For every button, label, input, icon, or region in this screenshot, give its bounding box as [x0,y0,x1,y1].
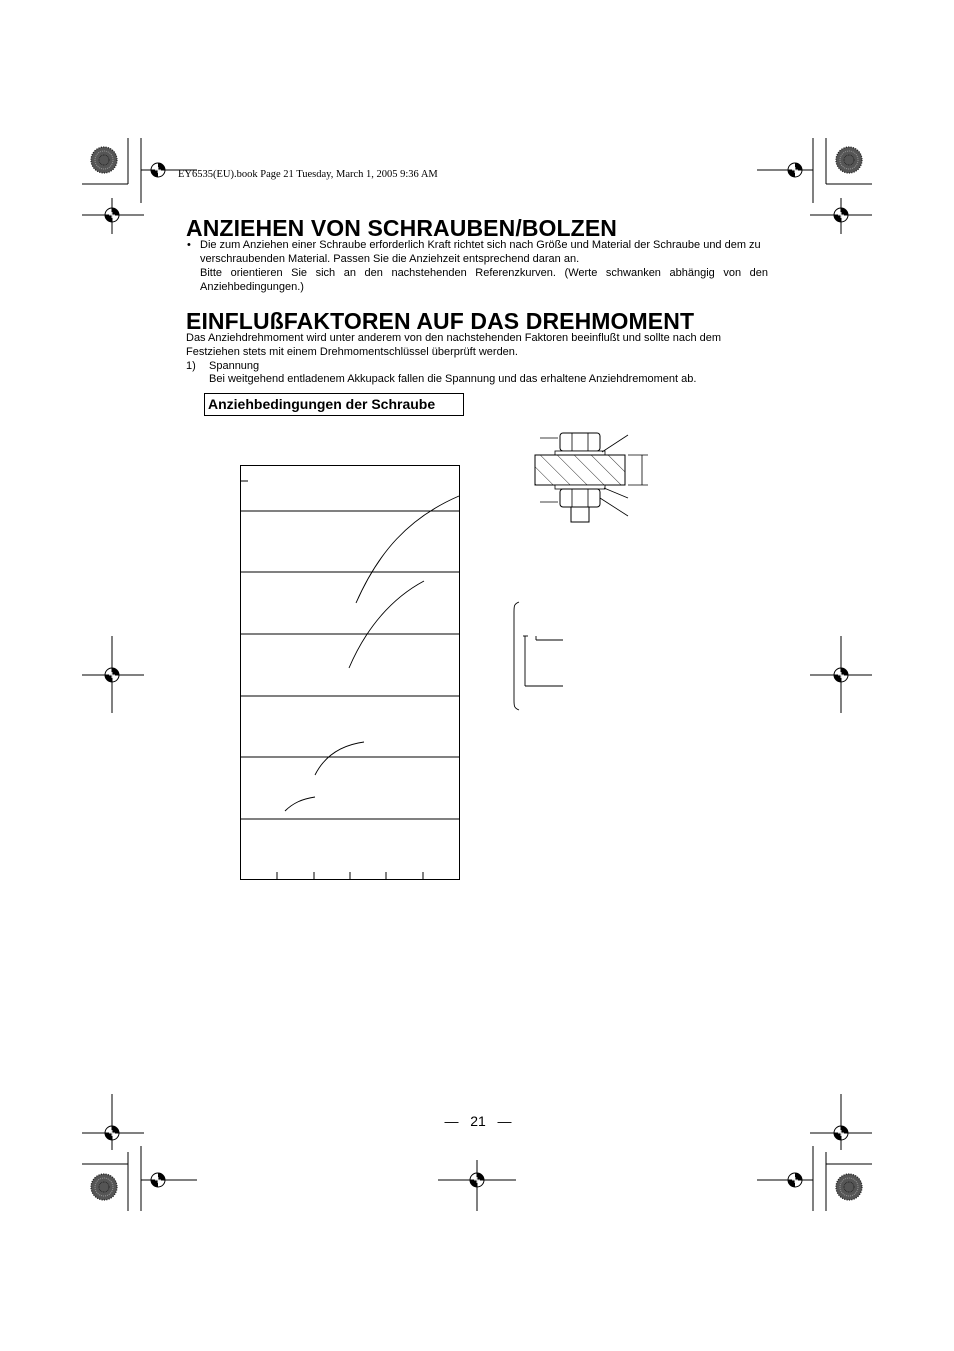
page-number [440,1113,516,1129]
list-item-text: Bei weitgehend entladenem Akkupack fallen die Spannung und das erhaltene Anziehdremoment ab. [209,373,697,385]
section-title-screw-tightening: ANZIEHEN VON SCHRAUBEN/BOLZEN [186,215,617,241]
registration-mark-top-right [757,138,872,234]
list-item-title: Spannung [209,360,260,372]
chart-curve [315,742,364,775]
footer-dash-left: — [444,1113,459,1129]
chart-curve [356,496,459,603]
legend-bracket [514,602,563,710]
bullet-marker: • [187,239,191,251]
registration-mark-middle-right [810,636,872,713]
list-item-number: 1) [186,360,196,372]
chart-frame [241,466,460,880]
torque-reference-chart [241,466,460,881]
registration-mark-top-left [82,138,197,234]
registration-mark-bottom-center [438,1160,516,1211]
registration-mark-bottom-left [82,1094,197,1211]
footer-dash-right: — [497,1113,512,1129]
chart-curve [285,797,315,811]
page-number-value: 21 [470,1113,486,1129]
registration-mark-bottom-right [757,1094,872,1211]
conditions-heading-box: Anziehbedingungen der Schraube [204,393,464,416]
bullet-paragraph-2: Bitte orientieren Sie sich an den nachstehenden Referenzkurven. (Werte schwanken abhängig von den Anziehbedingungen.) [200,267,768,293]
torque-intro-paragraph: Das Anziehdrehmoment wird unter anderem von den nachstehenden Faktoren beeinflußt und sollte nach dem Festziehen stets mit einem Drehmomentschlüssel überprüft werden. [186,332,722,358]
book-header-info: EY6535(EU).book Page 21 Tuesday, March 1, 2005 9:36 AM [178,169,438,180]
bullet-paragraph-1: Die zum Anziehen einer Schraube erforderlich Kraft richtet sich nach Größe und Material der Schraube und dem zu verschraubenden Material. Passen Sie die Anziehzeit entsprechend daran an. [200,239,761,265]
bolt-diagram [535,433,648,522]
registration-mark-middle-left [82,636,144,713]
section-title-torque-factors: EINFLUßFAKTOREN AUF DAS DREHMOMENT [186,308,695,334]
